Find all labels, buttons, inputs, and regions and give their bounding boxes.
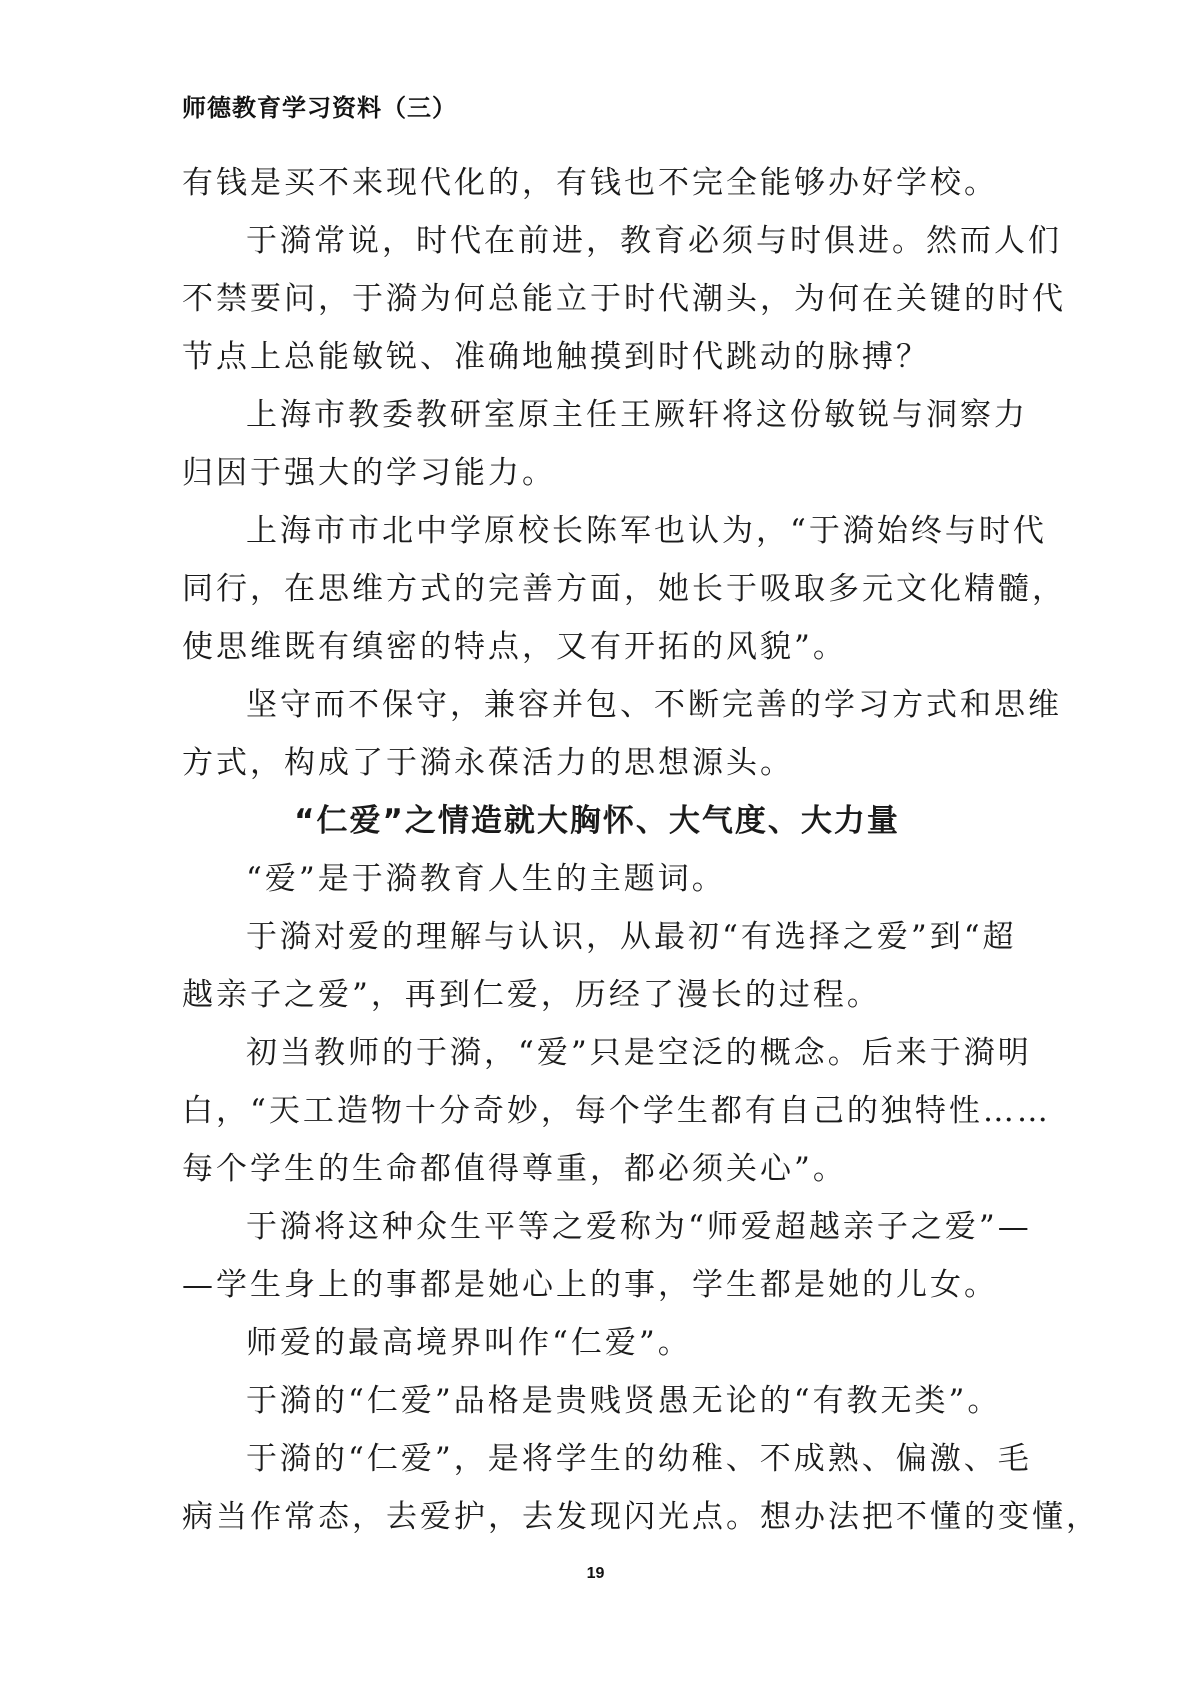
text-line: 同行，在思维方式的完善方面，她长于吸取多元文化精髓， xyxy=(182,571,1066,607)
text-line: 节点上总能敏锐、准确地触摸到时代跳动的脉搏？ xyxy=(182,339,930,375)
text-line: 师爱的最高境界叫作“仁爱”。 xyxy=(246,1325,692,1361)
text-line: 于漪的“仁爱”，是将学生的幼稚、不成熟、偏激、毛 xyxy=(246,1441,1032,1477)
text-line: 上海市教委教研室原主任王厥轩将这份敏锐与洞察力 xyxy=(246,397,1028,433)
text-line: 于漪常说，时代在前进，教育必须与时俱进。然而人们 xyxy=(246,223,1062,259)
text-line: 越亲子之爱”，再到仁爱，历经了漫长的过程。 xyxy=(182,977,881,1013)
body-text xyxy=(182,154,1100,1546)
text-line: 使思维既有缜密的特点，又有开拓的风貌”。 xyxy=(182,629,847,665)
text-line: 于漪将这种众生平等之爱称为“师爱超越亲子之爱”— xyxy=(246,1209,1032,1245)
text-line: “爱”是于漪教育人生的主题词。 xyxy=(246,861,726,897)
running-header: 师德教育学习资料（三） xyxy=(182,94,457,122)
text-line: 每个学生的生命都值得尊重，都必须关心”。 xyxy=(182,1151,847,1187)
text-line: 上海市市北中学原校长陈军也认为，“于漪始终与时代 xyxy=(246,513,1047,549)
text-line: 初当教师的于漪，“爱”只是空泛的概念。后来于漪明 xyxy=(246,1035,1032,1071)
text-line: 方式，构成了于漪永葆活力的思想源头。 xyxy=(182,745,794,781)
text-line: 有钱是买不来现代化的，有钱也不完全能够办好学校。 xyxy=(182,165,998,201)
text-line: 于漪对爱的理解与认识，从最初“有选择之爱”到“超 xyxy=(246,919,1017,955)
text-line: 归因于强大的学习能力。 xyxy=(182,455,556,491)
text-line: 坚守而不保守，兼容并包、不断完善的学习方式和思维 xyxy=(246,687,1062,723)
text-line: 病当作常态，去爱护，去发现闪光点。想办法把不懂的变懂， xyxy=(182,1499,1100,1535)
text-line: 白，“天工造物十分奇妙，每个学生都有自己的独特性…… xyxy=(182,1093,1051,1129)
section-heading: “仁爱”之情造就大胸怀、大气度、大力量 xyxy=(294,803,900,839)
text-line: 不禁要问，于漪为何总能立于时代潮头，为何在关键的时代 xyxy=(182,281,1066,317)
text-line: 于漪的“仁爱”品格是贵贱贤愚无论的“有教无类”。 xyxy=(246,1383,1002,1419)
text-line: —学生身上的事都是她心上的事，学生都是她的儿女。 xyxy=(182,1267,998,1303)
page-number: 19 xyxy=(586,1565,605,1582)
